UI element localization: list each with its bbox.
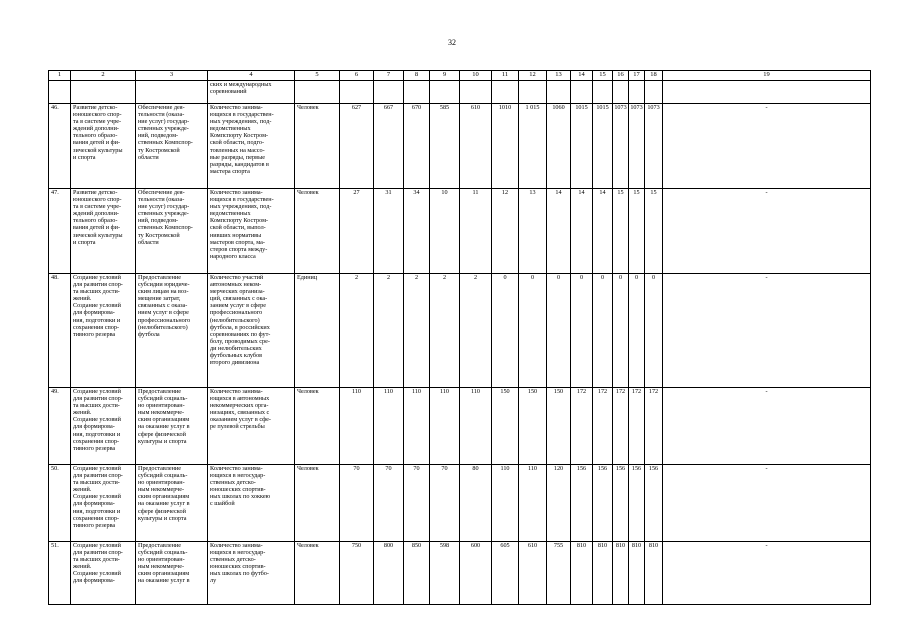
row-note: - xyxy=(663,542,871,605)
row-unit: Человек xyxy=(295,388,340,465)
row-unit: Человек xyxy=(295,465,340,542)
row-value: 2 xyxy=(340,274,374,388)
row-value: 810 xyxy=(593,542,613,605)
row-value: 1015 xyxy=(593,104,613,189)
row-value: 156 xyxy=(593,465,613,542)
row-number: 47. xyxy=(49,189,71,274)
row-value: 810 xyxy=(571,542,593,605)
continuation-empty-cell xyxy=(629,81,645,104)
row-value: 810 xyxy=(629,542,645,605)
row-value: 15 xyxy=(613,189,629,274)
row-value: 810 xyxy=(613,542,629,605)
row-value: 1010 xyxy=(492,104,519,189)
table-row xyxy=(49,542,871,605)
continuation-empty-cell xyxy=(645,81,663,104)
row-value: 156 xyxy=(571,465,593,542)
row-number: 50. xyxy=(49,465,71,542)
table-row xyxy=(49,388,871,465)
row-goal: Создание условий для развития спор- та высших дости- жений. Создание условий для формирова- ния, подготовки и сохранения спор- тивного резерва xyxy=(71,274,136,388)
row-unit: Единиц xyxy=(295,274,340,388)
row-value: 12 xyxy=(492,189,519,274)
row-value: 2 xyxy=(460,274,492,388)
row-goal: Создание условий для развития спор- та высших дости- жений. Создание условий для формирова- ния, подготовки и сохранения спор- тивного резерва xyxy=(71,465,136,542)
column-number-17: 17 xyxy=(629,71,645,81)
continuation-empty-cell xyxy=(492,81,519,104)
continuation-empty-cell xyxy=(71,81,136,104)
continuation-empty-cell xyxy=(404,81,430,104)
continuation-row xyxy=(49,81,871,104)
indicators-table xyxy=(48,70,871,605)
column-number-4: 4 xyxy=(208,71,295,81)
row-number: 48. xyxy=(49,274,71,388)
row-note: - xyxy=(663,388,871,465)
table-row xyxy=(49,465,871,542)
table-row xyxy=(49,189,871,274)
column-number-12: 12 xyxy=(519,71,547,81)
row-value: 156 xyxy=(645,465,663,542)
column-number-10: 10 xyxy=(460,71,492,81)
row-value: 755 xyxy=(547,542,571,605)
row-value: 14 xyxy=(571,189,593,274)
row-value: 13 xyxy=(519,189,547,274)
row-value: 120 xyxy=(547,465,571,542)
row-value: 0 xyxy=(571,274,593,388)
table-row xyxy=(49,274,871,388)
row-number: 46. xyxy=(49,104,71,189)
row-goal: Развитие детско- юношеского спор- та в системе учре- ждений дополни- тельного образо- вания детей и фи- зической культуры и спорта xyxy=(71,189,136,274)
continuation-empty-cell xyxy=(593,81,613,104)
row-value: 1 015 xyxy=(519,104,547,189)
row-value: 27 xyxy=(340,189,374,274)
row-value: 10 xyxy=(430,189,460,274)
row-indicator: Количество участий автономных неком- мерческих организа- ций, связанных с ока- занием услуг в сфере профессионального (нелюбительского) футбола, в российских соревнованиях по фут- болу, проводимых сре- ди нелюбительских футбольных клубов второго дивизиона xyxy=(208,274,295,388)
row-value: 1073 xyxy=(645,104,663,189)
row-value: 600 xyxy=(460,542,492,605)
column-number-15: 15 xyxy=(593,71,613,81)
row-value: 150 xyxy=(547,388,571,465)
column-number-14: 14 xyxy=(571,71,593,81)
row-indicator: Количество занима- ющихся в государствен- ных учреждениях, под- ведомственных Компспорту Костром- ской области, выпол- нивших нормативы мастеров спорта, ма- стеров спорта между- народного класса xyxy=(208,189,295,274)
row-value: 15 xyxy=(645,189,663,274)
row-value: 0 xyxy=(547,274,571,388)
row-note: - xyxy=(663,274,871,388)
row-measure: Обеспечение дея- тельности (оказа- ние услуг) государ- ственных учрежде- ний, подведом- ственных Компспор- ту Костромской области xyxy=(136,189,208,274)
row-indicator: Количество занима- ющихся в негосудар- ственных детско- юношеских спортив- ных школах по футбо- лу xyxy=(208,542,295,605)
row-value: 850 xyxy=(404,542,430,605)
row-value: 34 xyxy=(404,189,430,274)
row-value: 110 xyxy=(460,388,492,465)
row-value: 110 xyxy=(340,388,374,465)
row-measure: Предоставление субсидий социаль- но ориентирован- ным некоммерче- ским организациям на оказание услуг в xyxy=(136,542,208,605)
column-number-6: 6 xyxy=(340,71,374,81)
row-value: 2 xyxy=(404,274,430,388)
column-number-row xyxy=(49,71,871,81)
row-value: 0 xyxy=(613,274,629,388)
row-value: 810 xyxy=(645,542,663,605)
column-number-18: 18 xyxy=(645,71,663,81)
column-number-2: 2 xyxy=(71,71,136,81)
column-number-19: 19 xyxy=(663,71,871,81)
row-measure: Предоставление субсидий социаль- но ориентирован- ным некоммерче- ским организациям на оказание услуг в сфере физической культуры и спорта xyxy=(136,465,208,542)
row-value: 598 xyxy=(430,542,460,605)
column-number-11: 11 xyxy=(492,71,519,81)
row-value: 70 xyxy=(340,465,374,542)
row-value: 172 xyxy=(593,388,613,465)
row-value: 150 xyxy=(492,388,519,465)
continuation-empty-cell xyxy=(340,81,374,104)
row-indicator: Количество занима- ющихся в автономных некоммерческих орга- низациях, связанных с оказанием услуг в сфе- ре пулевой стрельбы xyxy=(208,388,295,465)
row-value: 31 xyxy=(374,189,404,274)
row-measure: Предоставление субсидий социаль- но ориентирован- ным некоммерче- ским организациям на оказание услуг в сфере физической культуры и спорта xyxy=(136,388,208,465)
row-value: 156 xyxy=(613,465,629,542)
row-value: 1015 xyxy=(571,104,593,189)
continuation-empty-cell xyxy=(295,81,340,104)
row-value: 172 xyxy=(629,388,645,465)
row-value: 670 xyxy=(404,104,430,189)
row-value: 110 xyxy=(430,388,460,465)
row-value: 80 xyxy=(460,465,492,542)
continuation-empty-cell xyxy=(430,81,460,104)
continuation-empty-cell xyxy=(374,81,404,104)
row-value: 627 xyxy=(340,104,374,189)
row-indicator: Количество занима- ющихся в государствен- ных учреждениях, под- ведомственных Компспорту Костром- ской области, подго- товленных на массо- вые разряды, первые разряды, кандидатов в мастера спорта xyxy=(208,104,295,189)
row-value: 1073 xyxy=(629,104,645,189)
column-number-7: 7 xyxy=(374,71,404,81)
row-note: - xyxy=(663,104,871,189)
column-number-13: 13 xyxy=(547,71,571,81)
row-goal: Развитие детско- юношеского спор- та в системе учре- ждений дополни- тельного образо- вания детей и фи- зической культуры и спорта xyxy=(71,104,136,189)
row-goal: Создание условий для развития спор- та высших дости- жений. Создание условий для формирова- xyxy=(71,542,136,605)
row-value: 11 xyxy=(460,189,492,274)
row-indicator: Количество занима- ющихся в негосудар- ственных детско- юношеских спортив- ных школах по хоккею с шайбой xyxy=(208,465,295,542)
row-goal: Создание условий для развития спор- та высших дости- жений. Создание условий для формирова- ния, подготовки и сохранения спор- тивного резерва xyxy=(71,388,136,465)
row-value: 667 xyxy=(374,104,404,189)
page-number: 32 xyxy=(448,38,456,47)
row-value: 14 xyxy=(593,189,613,274)
row-value: 172 xyxy=(571,388,593,465)
row-value: 2 xyxy=(430,274,460,388)
continuation-empty-cell xyxy=(519,81,547,104)
row-value: 0 xyxy=(645,274,663,388)
row-value: 110 xyxy=(404,388,430,465)
continuation-empty-cell xyxy=(613,81,629,104)
row-value: 750 xyxy=(340,542,374,605)
continuation-empty-cell xyxy=(663,81,871,104)
continuation-empty-cell xyxy=(49,81,71,104)
row-value: 150 xyxy=(519,388,547,465)
row-value: 15 xyxy=(629,189,645,274)
row-value: 110 xyxy=(492,465,519,542)
column-number-16: 16 xyxy=(613,71,629,81)
row-number: 51. xyxy=(49,542,71,605)
row-unit: Человек xyxy=(295,542,340,605)
row-value: 800 xyxy=(374,542,404,605)
row-note: - xyxy=(663,189,871,274)
row-unit: Человек xyxy=(295,104,340,189)
row-value: 2 xyxy=(374,274,404,388)
row-measure: Предоставление субсидии юридиче- ским лицам на воз- мещение затрат, связанных с оказа- нием услуг в сфере профессионального (нелюбительского) футбола xyxy=(136,274,208,388)
column-number-5: 5 xyxy=(295,71,340,81)
continuation-empty-cell xyxy=(547,81,571,104)
row-value: 70 xyxy=(430,465,460,542)
column-number-3: 3 xyxy=(136,71,208,81)
row-measure: Обеспечение дея- тельности (оказа- ние услуг) государ- ственных учрежде- ний, подведом- ственных Компспор- ту Костромской области xyxy=(136,104,208,189)
row-value: 0 xyxy=(629,274,645,388)
column-number-1: 1 xyxy=(49,71,71,81)
row-value: 172 xyxy=(613,388,629,465)
column-number-8: 8 xyxy=(404,71,430,81)
row-value: 1073 xyxy=(613,104,629,189)
row-value: 14 xyxy=(547,189,571,274)
continuation-empty-cell xyxy=(460,81,492,104)
column-number-9: 9 xyxy=(430,71,460,81)
row-value: 70 xyxy=(404,465,430,542)
row-value: 585 xyxy=(430,104,460,189)
continuation-indicator: ских и международных соревнований xyxy=(208,81,295,104)
row-value: 610 xyxy=(460,104,492,189)
row-value: 0 xyxy=(492,274,519,388)
row-value: 156 xyxy=(629,465,645,542)
row-note: - xyxy=(663,465,871,542)
continuation-empty-cell xyxy=(136,81,208,104)
row-value: 172 xyxy=(645,388,663,465)
continuation-empty-cell xyxy=(571,81,593,104)
row-unit: Человек xyxy=(295,189,340,274)
row-value: 0 xyxy=(519,274,547,388)
row-value: 610 xyxy=(519,542,547,605)
row-value: 1060 xyxy=(547,104,571,189)
table-row xyxy=(49,104,871,189)
row-value: 70 xyxy=(374,465,404,542)
row-value: 605 xyxy=(492,542,519,605)
row-value: 110 xyxy=(519,465,547,542)
row-value: 110 xyxy=(374,388,404,465)
row-number: 49. xyxy=(49,388,71,465)
row-value: 0 xyxy=(593,274,613,388)
